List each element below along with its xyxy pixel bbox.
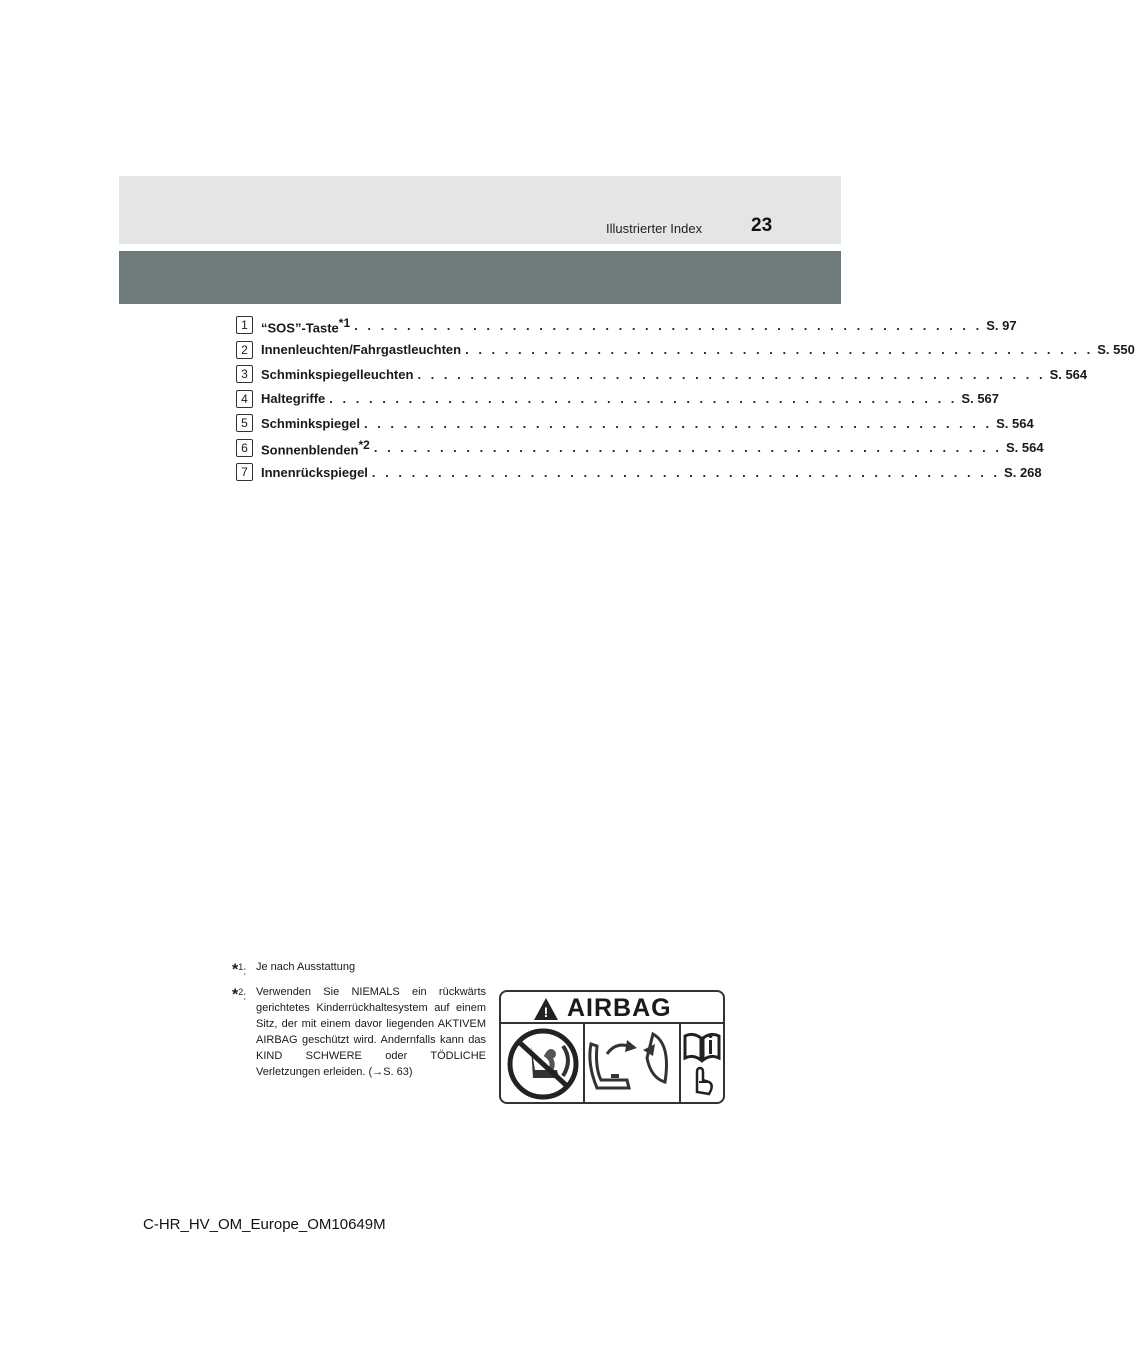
item-page-ref: S. 550 [1097, 342, 1135, 358]
warning-exclamation: ! [543, 1003, 549, 1020]
warning-triangle-icon [533, 997, 559, 1021]
item-number-badge: 5 [236, 414, 253, 432]
item-label: Schminkspiegelleuchten [261, 366, 414, 382]
airbag-word: AIRBAG [567, 994, 672, 1022]
index-item[interactable] [236, 411, 1034, 436]
item-page-ref: S. 564 [1005, 440, 1044, 456]
item-label: Schminkspiegel [261, 415, 360, 431]
item-page-ref: S. 268 [1004, 464, 1042, 480]
item-number-badge: 2 [236, 341, 253, 359]
leader-dots: . . . . . . . . . . . . . . . . . . . . . . . . . . . . . . . . . . . . . . . . . . . . . . . . [354, 317, 983, 333]
item-page-ref: S. 564 [1049, 366, 1088, 382]
leader-dots: . . . . . . . . . . . . . . . . . . . . . . . . . . . . . . . . . . . . . . . . . . . . . . . . [329, 391, 958, 407]
item-label: Innenleuchten/Fahrgastleuchten [261, 342, 462, 358]
label-divider [583, 1023, 585, 1102]
airbag-warning-label [499, 990, 725, 1104]
item-number-badge: 4 [236, 390, 253, 408]
footnote [232, 959, 486, 980]
footnotes [232, 959, 486, 1084]
leader-dots: . . . . . . . . . . . . . . . . . . . . . . . . . . . . . . . . . . . . . . . . . . . . . . . . [373, 440, 1002, 456]
item-number-badge: 3 [236, 365, 253, 383]
document-code: C-HR_HV_OM_Europe_OM10649M [143, 1216, 386, 1233]
leader-dots: . . . . . . . . . . . . . . . . . . . . . . . . . . . . . . . . . . . . . . . . . . . . . . . . [371, 464, 1001, 480]
item-label: Haltegriffe [261, 391, 326, 407]
section-title: Illustrierter Index [606, 221, 703, 236]
header-band-dark [119, 251, 841, 304]
item-label: Innenrückspiegel [261, 464, 368, 480]
index-item[interactable] [236, 387, 1000, 412]
leader-dots: . . . . . . . . . . . . . . . . . . . . . . . . . . . . . . . . . . . . . . . . . . . . . . . . [417, 366, 1046, 382]
seat-airbag-icon [587, 1024, 677, 1102]
footnote-text: Verwenden Sie NIEMALS ein rückwärts gerichtetes Kinderrückhaltesystem auf einem Sitz, der mit einem davor liegenden AKTIVEM AIRBAG geschützt wird. Andernfalls kann das KIND SCHWERE oder TÖDLICHE Verletzungen erleiden. (→S. 63) [256, 985, 486, 1078]
item-number-badge: 7 [236, 463, 253, 481]
index-item[interactable] [236, 313, 1017, 338]
item-label: “SOS”-Taste$^{*1}$ [261, 315, 351, 335]
item-page-ref: S. 567 [961, 391, 1000, 407]
no-rear-facing-child-seat-icon [505, 1024, 581, 1102]
read-manual-icon [681, 1024, 723, 1102]
leader-dots: . . . . . . . . . . . . . . . . . . . . . . . . . . . . . . . . . . . . . . . . . . . . . . . . [465, 342, 1094, 358]
footnote-text: Je nach Ausstattung [256, 961, 356, 973]
page-number: 23 [751, 215, 773, 236]
index-item[interactable] [236, 436, 1044, 461]
index-item[interactable] [236, 460, 1042, 485]
item-label: Sonnenblenden$^{*2}$ [261, 438, 370, 458]
item-page-ref: S. 97 [986, 317, 1017, 333]
index-list [236, 313, 1135, 485]
index-item[interactable] [236, 362, 1088, 387]
leader-dots: . . . . . . . . . . . . . . . . . . . . . . . . . . . . . . . . . . . . . . . . . . . . . . . . [363, 415, 993, 431]
footnote [232, 984, 486, 1080]
footnote-marker: *$^1$: [232, 961, 247, 979]
item-page-ref: S. 564 [996, 415, 1034, 431]
footnote-marker: *$^2$: [232, 986, 247, 1004]
item-number-badge: 6 [236, 439, 253, 457]
index-item[interactable] [236, 338, 1135, 363]
airbag-header [533, 994, 672, 1023]
item-number-badge: 1 [236, 316, 253, 334]
header-band-light [119, 176, 841, 244]
